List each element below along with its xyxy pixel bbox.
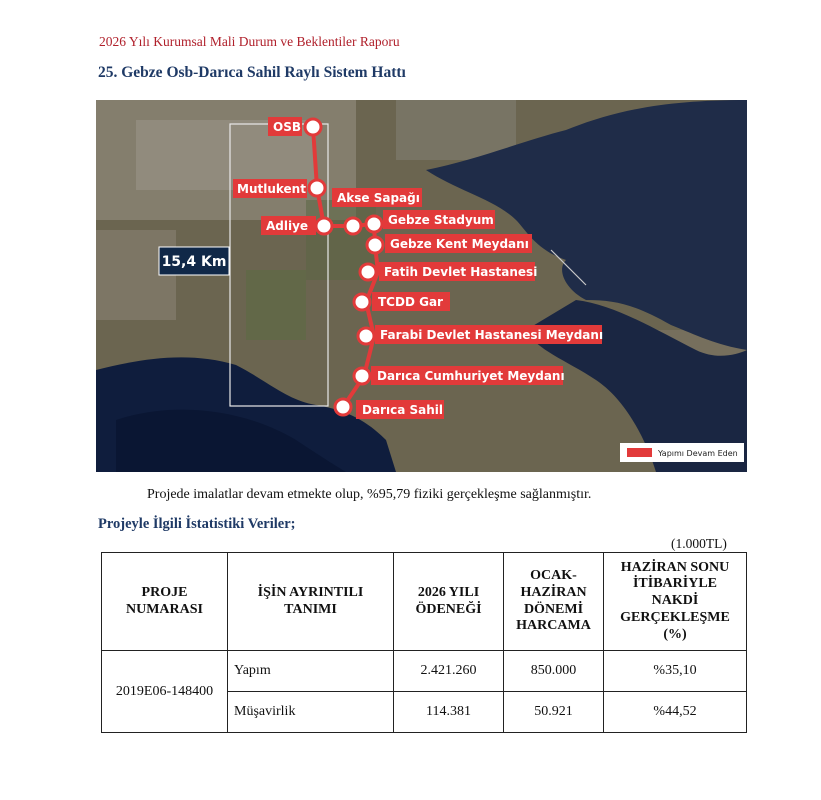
header-allocation: 2026 YILI ÖDENEĞİ <box>394 553 504 651</box>
station-label: Farabi Devlet Hastanesi Meydanı <box>380 328 604 342</box>
rail-line-map <box>96 100 747 472</box>
realization-cell: %35,10 <box>604 651 747 692</box>
station-label: Adliye <box>266 219 309 233</box>
station-osb <box>268 117 321 136</box>
allocation-cell: 2.421.260 <box>394 651 504 692</box>
station-label: Akse Sapağı <box>337 191 420 205</box>
table-row <box>102 651 747 692</box>
distance-label: 15,4 Km <box>161 254 227 270</box>
station-akse-sapagi <box>332 188 422 207</box>
legend-label: Yapımı Devam Eden <box>658 449 738 458</box>
header-realization: HAZİRAN SONU İTİBARİYLE NAKDİ GERÇEKLEŞME (%) <box>604 553 747 651</box>
station-label: Gebze Kent Meydanı <box>390 237 529 251</box>
stats-table <box>101 552 747 733</box>
station-darica-cumhuriyet-meydani <box>354 366 565 385</box>
station-label: Mutlukent <box>237 182 306 196</box>
station-label: TCDD Gar <box>378 295 443 309</box>
unit-label: (1.000TL) <box>671 536 727 551</box>
station-fatih-devlet-hastanesi <box>360 262 537 281</box>
spending-cell: 50.921 <box>504 692 604 733</box>
station-label: OSB <box>273 120 301 134</box>
station-farabi-devlet-hastanesi-meydani <box>358 325 603 344</box>
map-legend <box>620 443 744 462</box>
header-project-number: PROJE NUMARASI <box>102 553 228 651</box>
station-gebze-stadyum <box>366 210 495 232</box>
realization-cell: %44,52 <box>604 692 747 733</box>
station-label: Fatih Devlet Hastanesi <box>384 265 538 279</box>
progress-caption: Projede imalatlar devam etmekte olup, %95,79 fiziki gerçekleşme sağlanmıştır. <box>147 487 592 502</box>
stats-title: Projeyle İlgili İstatistiki Veriler; <box>98 516 296 532</box>
description-cell: Müşavirlik <box>228 692 394 733</box>
project-number-cell: 2019E06-148400 <box>102 651 228 733</box>
description-cell: Yapım <box>228 651 394 692</box>
station-label: Gebze Stadyum <box>388 213 494 227</box>
spending-cell: 850.000 <box>504 651 604 692</box>
header-spending: OCAK- HAZİRAN DÖNEMİ HARCAMA <box>504 553 604 651</box>
allocation-cell: 114.381 <box>394 692 504 733</box>
report-header: 2026 Yılı Kurumsal Mali Durum ve Beklentiler Raporu <box>99 34 400 49</box>
station-gebze-kent-meydani <box>367 234 532 253</box>
section-title: 25. Gebze Osb-Darıca Sahil Raylı Sistem Hattı <box>98 64 406 81</box>
header-description: İŞİN AYRINTILI TANIMI <box>228 553 394 651</box>
station-label: Darıca Sahil <box>362 403 443 417</box>
station-label: Darıca Cumhuriyet Meydanı <box>377 369 565 383</box>
station-mutlukent <box>233 179 325 198</box>
